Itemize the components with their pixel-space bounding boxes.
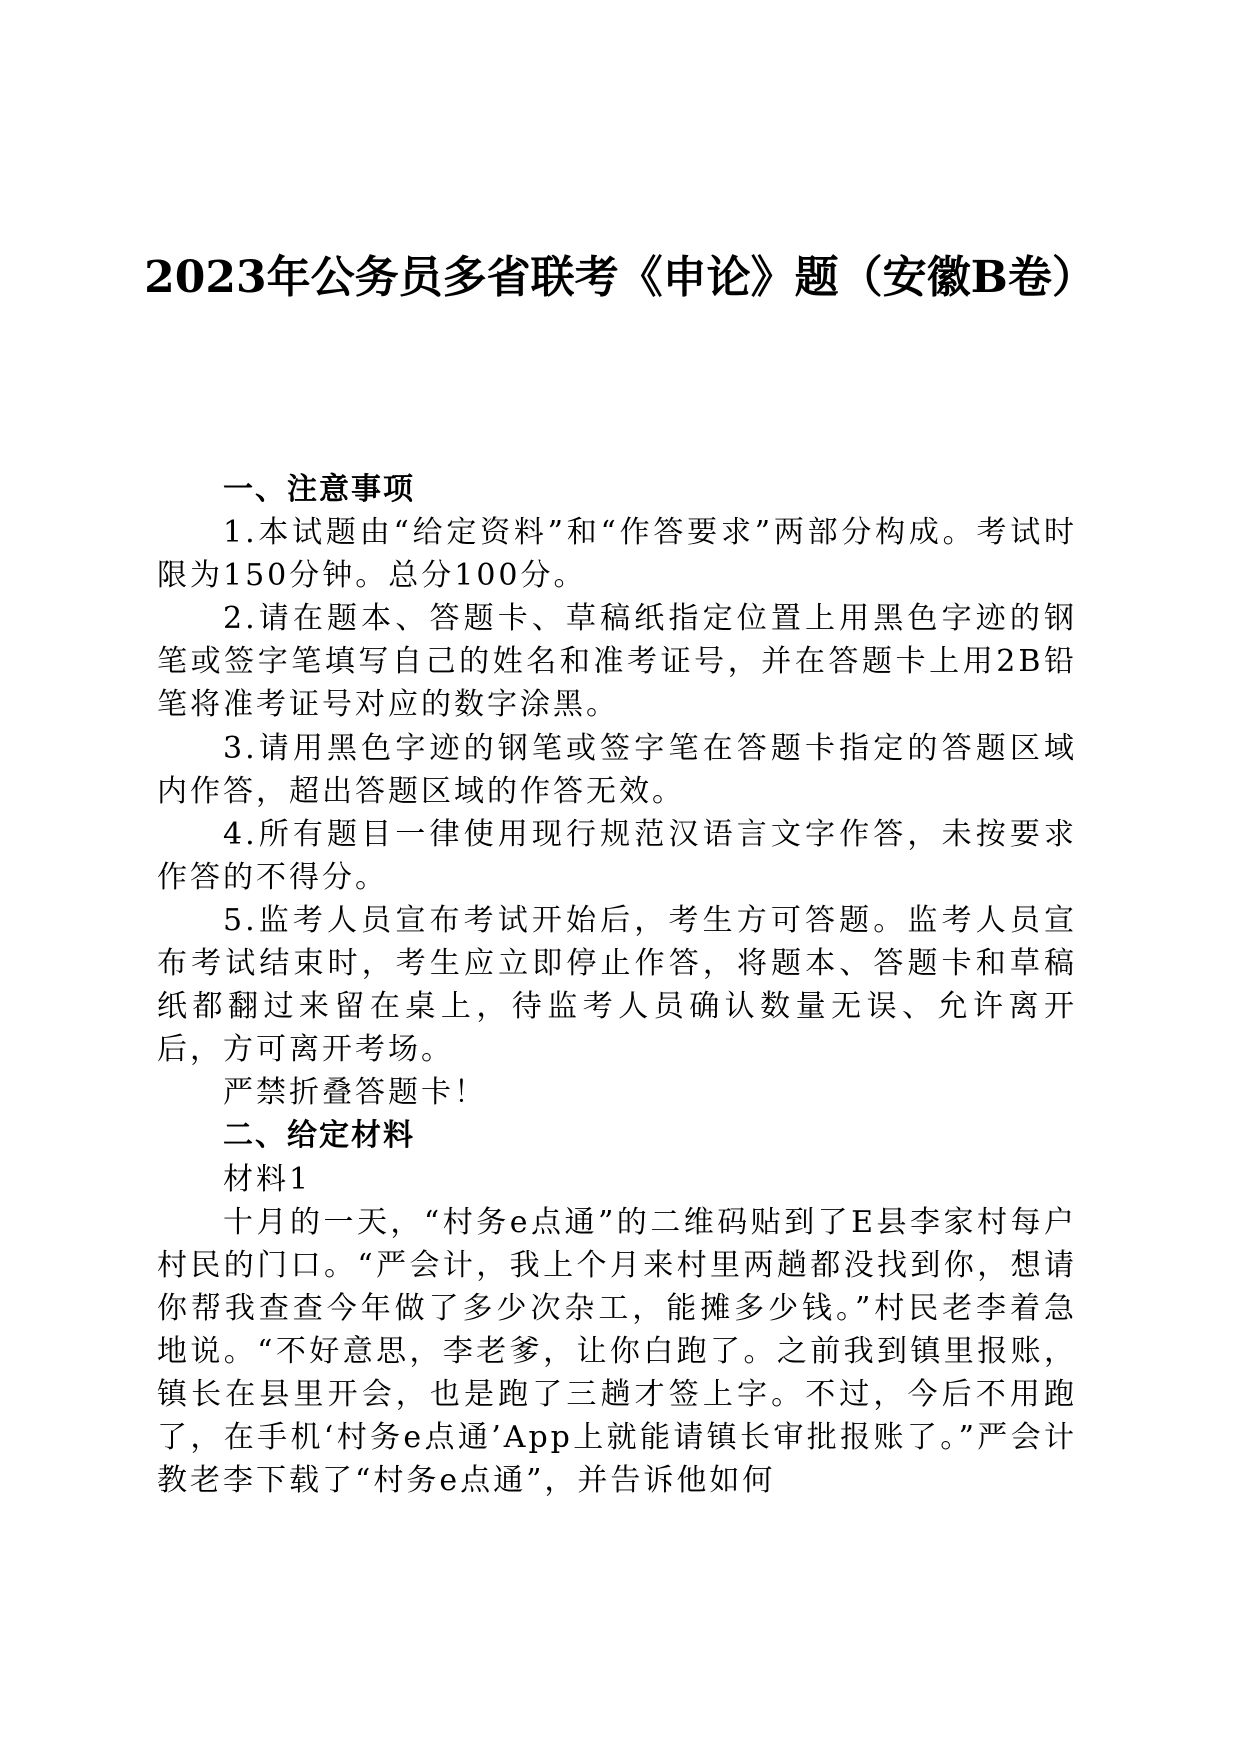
section-heading-notes: 一、注意事项 xyxy=(223,472,415,507)
note-paragraph-4: 4.所有题目一律使用现行规范汉语言文字作答，未按要求作答的不得分。 xyxy=(157,816,1077,895)
note-paragraph-1: 1.本试题由“给定资料”和“作答要求”两部分构成。考试时限为150分钟。总分100分。 xyxy=(157,515,1077,594)
note-paragraph-5: 5.监考人员宣布考试开始后，考生方可答题。监考人员宣布考试结束时，考生应立即停止作答，将题本、答题卡和草稿纸都翻过来留在桌上，待监考人员确认数量无误、允许离开后，方可离开考场。 xyxy=(157,902,1077,1068)
material-label: 材料1 xyxy=(223,1161,312,1197)
note-paragraph-3: 3.请用黑色字迹的钢笔或签字笔在答题卡指定的答题区域内作答，超出答题区域的作答无效。 xyxy=(157,730,1077,809)
note-paragraph-2: 2.请在题本、答题卡、草稿纸指定位置上用黑色字迹的钢笔或签字笔填写自己的姓名和准考证号，并在答题卡上用2B铅笔将准考证号对应的数字涂黑。 xyxy=(157,601,1077,723)
section-heading-materials: 二、给定材料 xyxy=(223,1118,415,1154)
material-paragraph-1: 十月的一天，“村务e点通”的二维码贴到了E县李家村每户村民的门口。“严会计，我上个月来村里两趟都没找到你，想请你帮我查查今年做了多少次杂工，能摊多少钱。”村民老李着急地说。“不好意思，李老爹，让你白跑了。之前我到镇里报账，镇长在县里开会，也是跑了三趟才签上字。不过，今后不用跑了，在手机‘村务e点通’App上就能请镇长审批报账了。”严会计教老李下载了“村务e点通”，并告诉他如何 xyxy=(157,1204,1077,1499)
document-body xyxy=(157,468,1077,1502)
warning-line: 严禁折叠答题卡！ xyxy=(223,1075,487,1111)
document-title: 2023年公务员多省联考《申论》题（安徽B卷） xyxy=(144,252,1096,303)
